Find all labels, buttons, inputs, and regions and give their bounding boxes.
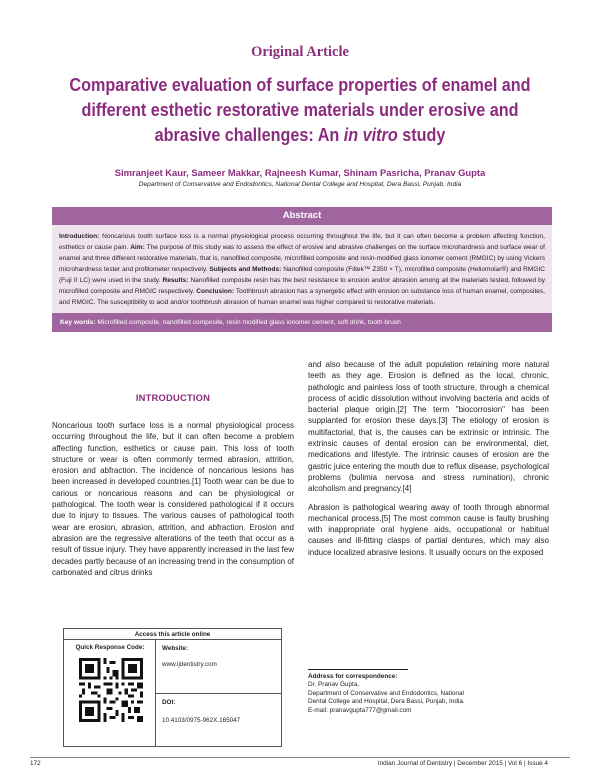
correspondence-email[interactable]: E-mail: pranavgupta777@gmail.com: [308, 706, 412, 714]
doi-link[interactable]: 10.4103/0975-962X.165047: [162, 717, 241, 724]
affiliation: Department of Conservative and Endodontics, National Dental College and Hospital, Dera Bassi, Punjab, India: [138, 181, 462, 188]
correspondence-name: Dr. Pranav Gupta,: [308, 681, 360, 689]
qr-cell: [64, 640, 156, 746]
right-column: [308, 359, 549, 565]
website-label: Website:: [162, 645, 189, 652]
page-number: 172: [30, 760, 41, 767]
title-end: study: [397, 124, 446, 145]
left-paragraph: Noncarious tooth surface loss is a normal physiological process occurring throughout the life, but it can often become a problem affecting function, esthetics or cause pain. This loss of tooth structure or wear is often commonly termed abrasion, attrition, erosion and abfraction. The incidence of noncarious lesions has been increased in developed countries.[1] Tooth wear can be due to carious or noncarious reasons and can be physiological or pathological. The tooth wear is considered pathological if it occurs due to injury to tissues. The various causes of pathological tooth wear are erosion, abrasion, attrition, and abfraction. Erosion and abrasion are the regressive alterations of the teeth that occur as a result of tissue injury. They have apparently increased in the last few decades partly because of an increasing trend in the consumption of carbonated and citrus drinks: [52, 421, 294, 577]
abstract-heading: Abstract: [52, 207, 552, 225]
title-italic: in vitro: [343, 124, 398, 145]
abstract-conclusion-label: Conclusion:: [196, 288, 235, 295]
access-title: Access this article online: [64, 629, 281, 640]
left-column: [52, 420, 294, 585]
qr-code-icon[interactable]: [79, 658, 143, 722]
correspondence-line2: Dental College and Hospital, Dera Bassi, Punjab, India.: [308, 698, 465, 706]
qr-label: Quick Response Code:: [75, 644, 145, 651]
keywords-bar: [52, 313, 552, 332]
abstract-conclusion: Toothbrush abrasion has a synergetic effect with erosion on substance loss of human enamel, composites, and RMGIC. The susceptibility to acid and/or toothbrush abrasion of human enamel was higher compared to restorative materials.: [59, 288, 545, 306]
right-paragraph-2: Abrasion is pathological wearing away of tooth through abnormal mechanical process.[5] The most common cause is faulty brushing with inappropriate oral hygiene aids, occupational or habitual causes and ill-fitting clasps of partial dentures, which may also induce localized abrasive lesions. It usually occurs on the exposed: [308, 502, 549, 557]
article-title: [65, 72, 535, 147]
abstract-body: [52, 225, 552, 313]
access-divider: [156, 693, 282, 694]
correspondence-heading: Address for correspondence:: [308, 673, 398, 680]
correspondence-rule: [308, 669, 408, 670]
article-type-label: Original Article: [251, 44, 349, 60]
journal-citation: Indian Journal of Dentistry | December 2015 | Vol 6 | Issue 4: [377, 760, 548, 767]
correspondence-line1: Department of Conservative and Endodontics, National: [308, 689, 464, 697]
abstract-methods: Nanofilled composite (Filtek™ Z350 × T), microfilled composite (Heliomolar®) and RMGIC (Fuji II LC) were used in the study.: [59, 266, 545, 284]
access-article-box: [63, 628, 282, 747]
doi-label: DOI:: [162, 699, 176, 706]
abstract-methods-label: Subjects and Methods:: [209, 266, 282, 273]
abstract-intro: Noncarious tooth surface loss is a normal physiological process occurring throughout the life, but it can often become a problem affecting function, esthetics or cause pain.: [59, 233, 545, 251]
abstract-aim: The purpose of this study was to assess the effect of erosive and abrasive challenges on the surface microhardness and surface wear of enamel and three different restorative materials, that is, nanofilled composite, microfilled composite and resin-modified glass ionomer cement (RMGIC) by using Vickers microhardness tester and profilometer respectively.: [59, 244, 545, 273]
keywords-label: Key words:: [60, 319, 96, 326]
abstract-aim-label: Aim:: [130, 244, 145, 251]
abstract-intro-label: Introduction:: [59, 233, 100, 240]
website-link[interactable]: www.ijdentistry.com: [162, 661, 217, 668]
footer-rule: [30, 757, 570, 758]
abstract-box: [52, 207, 552, 332]
keywords-list: Microfilled composite, nanofilled composite, resin modified glass ionomer cement, soft drink, tooth brush: [95, 319, 401, 326]
title-main: Comparative evaluation of surface properties of enamel and different esthetic restorative materials under erosive and abrasive challenges: An: [69, 74, 531, 145]
abstract-results-label: Results:: [162, 277, 189, 284]
correspondence-block: [308, 669, 549, 715]
right-paragraph-1: and also because of the adult population retaining more natural teeth as they age. Erosion is defined as the local, chronic, pathologic and painless loss of tooth structure, through a chemical process of acidic dissolution without involving bacteria and acids of bacterial plaque origin.[2] The term "biocorrosion" has been supplanted for erosion these days.[3] The etiology of erosion is multifactorial, that is, the causes can be extrinsic or intrinsic. The extrinsic causes of dental erosion can be environmental, diet, medications and lifestyle. The intrinsic causes of erosion are the gastric juice entering the mouth due to reflux disease, psychological problems (bulimia nervosa and stress rumination), chronic alcoholism and pregnancy.[4]: [308, 360, 549, 494]
author-list: Simranjeet Kaur, Sameer Makkar, Rajneesh Kumar, Shinam Pasricha, Pranav Gupta: [114, 167, 486, 178]
abstract-results: Nanofilled composite resin has the best resistance to erosion and/or abrasion among all the materials tested, followed by microfilled composite and RMGIC respectively.: [59, 277, 545, 295]
introduction-heading: INTRODUCTION: [135, 392, 211, 403]
